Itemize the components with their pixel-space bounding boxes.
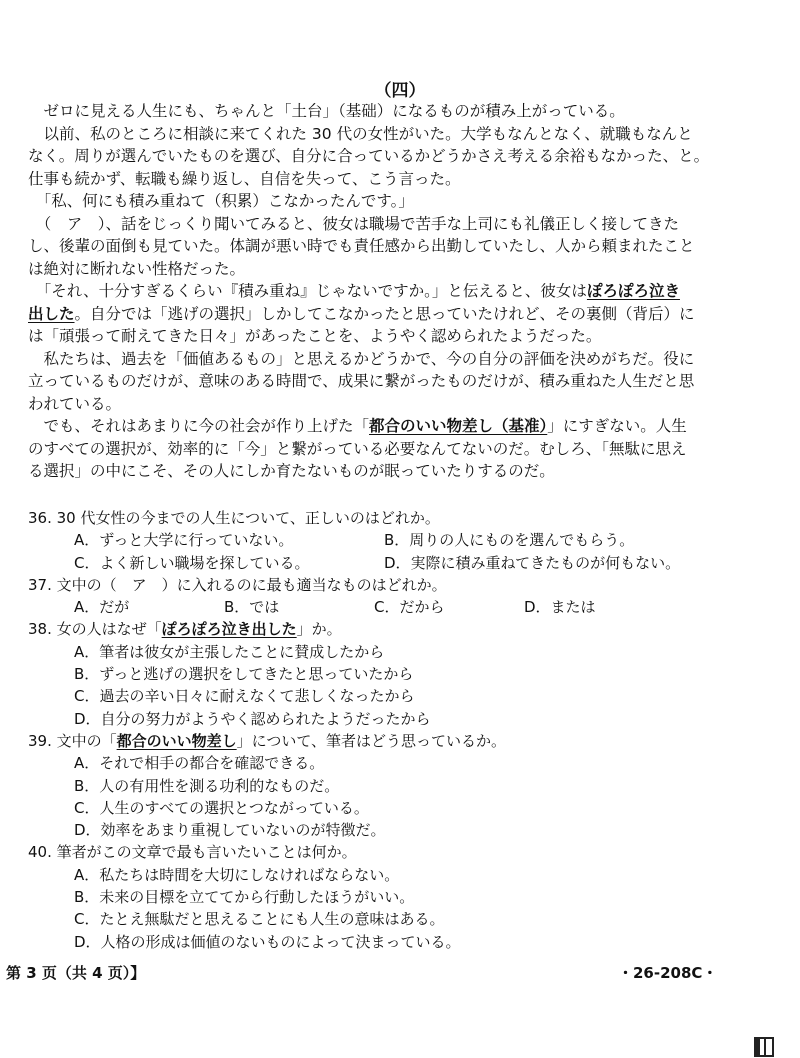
underlined-phrase: ぽろぽろ泣き — [586, 282, 680, 300]
question-39-stem — [28, 730, 773, 752]
underlined-phrase: ぽろぽろ泣き出した — [161, 620, 297, 639]
option-b: B．人の有用性を測る功利的なものだ。 — [74, 776, 340, 795]
passage-line: 「私、何にも積み重ねて（积累）こなかったんです。」 — [28, 192, 414, 210]
reading-passage — [28, 100, 773, 483]
stem-text: 」か。 — [296, 620, 342, 639]
question-36-options-row-1 — [28, 529, 773, 551]
question-38-stem — [28, 618, 773, 640]
passage-line: ゼロに見える人生にも、ちゃんと「土台」（基础）になるものが積み上がっている。 — [28, 102, 625, 120]
option-a: A．だが — [74, 598, 130, 617]
passage-line: 仕事も続かず、転職も繰り返し、自信を失って、こう言った。 — [28, 169, 461, 188]
passage-line: 立っているものだけが、意味のある時間で、成果に繋がったものだけが、積み重ねた人生だと思 — [28, 372, 695, 390]
underlined-phrase: 都合のいい物差し（基准） — [369, 417, 548, 435]
passage-line — [28, 280, 773, 303]
option-a: A．筆者は彼女が主張したことに賛成したから — [74, 642, 385, 661]
option-a: A．それで相手の都合を確認できる。 — [74, 754, 325, 773]
section-title: （四） — [374, 81, 426, 101]
stem-text: 38. 女の人はなぜ「 — [28, 620, 162, 639]
passage-text: 」にすぎない。人生 — [547, 417, 687, 435]
question-37-options — [28, 596, 773, 618]
option-a: A．ずっと大学に行っていない。 — [74, 531, 294, 550]
option-b: B．周りの人にものを選んでもらう。 — [384, 531, 635, 550]
option-b: B．では — [224, 598, 280, 617]
passage-text: 。自分では「逃げの選択」しかしてこなかったと思っていたけれど、その裏側（背后）に — [74, 304, 695, 323]
option-c: C．人生のすべての選択とつながっている。 — [74, 798, 369, 817]
underlined-phrase: 都合のいい物差し — [116, 731, 237, 750]
passage-line: は「頑張って耐えてきた日々」があったことを、ようやく認められたようだった。 — [28, 327, 602, 345]
option-d: D．自分の努力がようやく認められたようだったから — [74, 709, 431, 728]
question-list — [28, 507, 773, 953]
passage-line — [28, 303, 773, 326]
passage-line: 私たちは、過去を「価値あるもの」と思えるかどうかで、今の自分の評価を決めがちだ。役に — [28, 349, 695, 368]
exam-code: ・26-208C・ — [618, 964, 718, 982]
underlined-phrase: 出した — [28, 304, 75, 323]
question-36-options-row-2 — [28, 552, 773, 574]
question-37-stem: 37. 文中の（ ア ）に入れるのに最も適当なものはどれか。 — [28, 575, 447, 594]
option-a: A．私たちは時間を大切にしなければならない。 — [74, 865, 400, 884]
passage-line: のすべての選択が、効率的に「今」と繋がっている必要なんてないのだ。むしろ、「無駄に思え — [28, 439, 687, 458]
passage-text: 「それ、十分すぎるくらい『積み重ね』じゃないですか。」と伝えると、彼女は — [28, 282, 587, 300]
option-c: C．だから — [374, 598, 445, 617]
stem-text: 39. 文中の「 — [28, 731, 117, 750]
option-c: C．たとえ無駄だと思えることにも人生の意味はある。 — [74, 910, 445, 929]
passage-text: でも、それはあまりに今の社会が作り上げた「 — [28, 417, 370, 435]
question-40-stem: 40. 筆者がこの文章で最も言いたいことは何か。 — [28, 843, 357, 862]
passage-line: る選択」の中にこそ、その人にしか育たないものが眠っていたりするのだ。 — [28, 462, 555, 480]
option-c: C．よく新しい職場を探している。 — [74, 553, 310, 572]
qr-code-icon — [754, 1037, 774, 1057]
question-36-stem: 36. 30 代女性の今までの人生について、正しいのはどれか。 — [28, 509, 440, 527]
option-b: B．ずっと逃げの選択をしてきたと思っていたから — [74, 665, 414, 684]
option-b: B．未来の目標を立ててから行動したほうがいい。 — [74, 888, 415, 907]
stem-text: 」について、筆者はどう思っているか。 — [236, 731, 507, 750]
passage-line — [28, 415, 773, 438]
option-d: D．実際に積み重ねてきたものが何もない。 — [384, 553, 681, 572]
option-c: C．過去の辛い日々に耐えなくて悲しくなったから — [74, 687, 415, 706]
option-d: D．または — [524, 598, 596, 617]
passage-line: （ ア ）、話をじっくり聞いてみると、彼女は職場で苦手な上司にも礼儀正しく接してきた — [28, 214, 680, 233]
option-d: D．人格の形成は価値のないものによって決まっている。 — [74, 932, 461, 951]
passage-line: し、後輩の面倒も見ていた。体調が悪い時でも責任感から出勤していたし、人から頼まれたこと — [28, 237, 695, 255]
option-d: D．効率をあまり重視していないのが特徴だ。 — [74, 821, 386, 840]
passage-line: 以前、私のところに相談に来てくれた 30 代の女性がいた。大学もなんとなく、就職もなんと — [28, 124, 693, 143]
passage-line: われている。 — [28, 394, 122, 413]
passage-line: は絶対に断れない性格だった。 — [28, 259, 246, 278]
passage-line: なく。周りが選んでいたものを選び、自分に合っているかどうかさえ考える余裕もなかった、と。 — [28, 147, 710, 165]
page-number: 第 3 页（共 4 页）】 — [6, 964, 146, 982]
